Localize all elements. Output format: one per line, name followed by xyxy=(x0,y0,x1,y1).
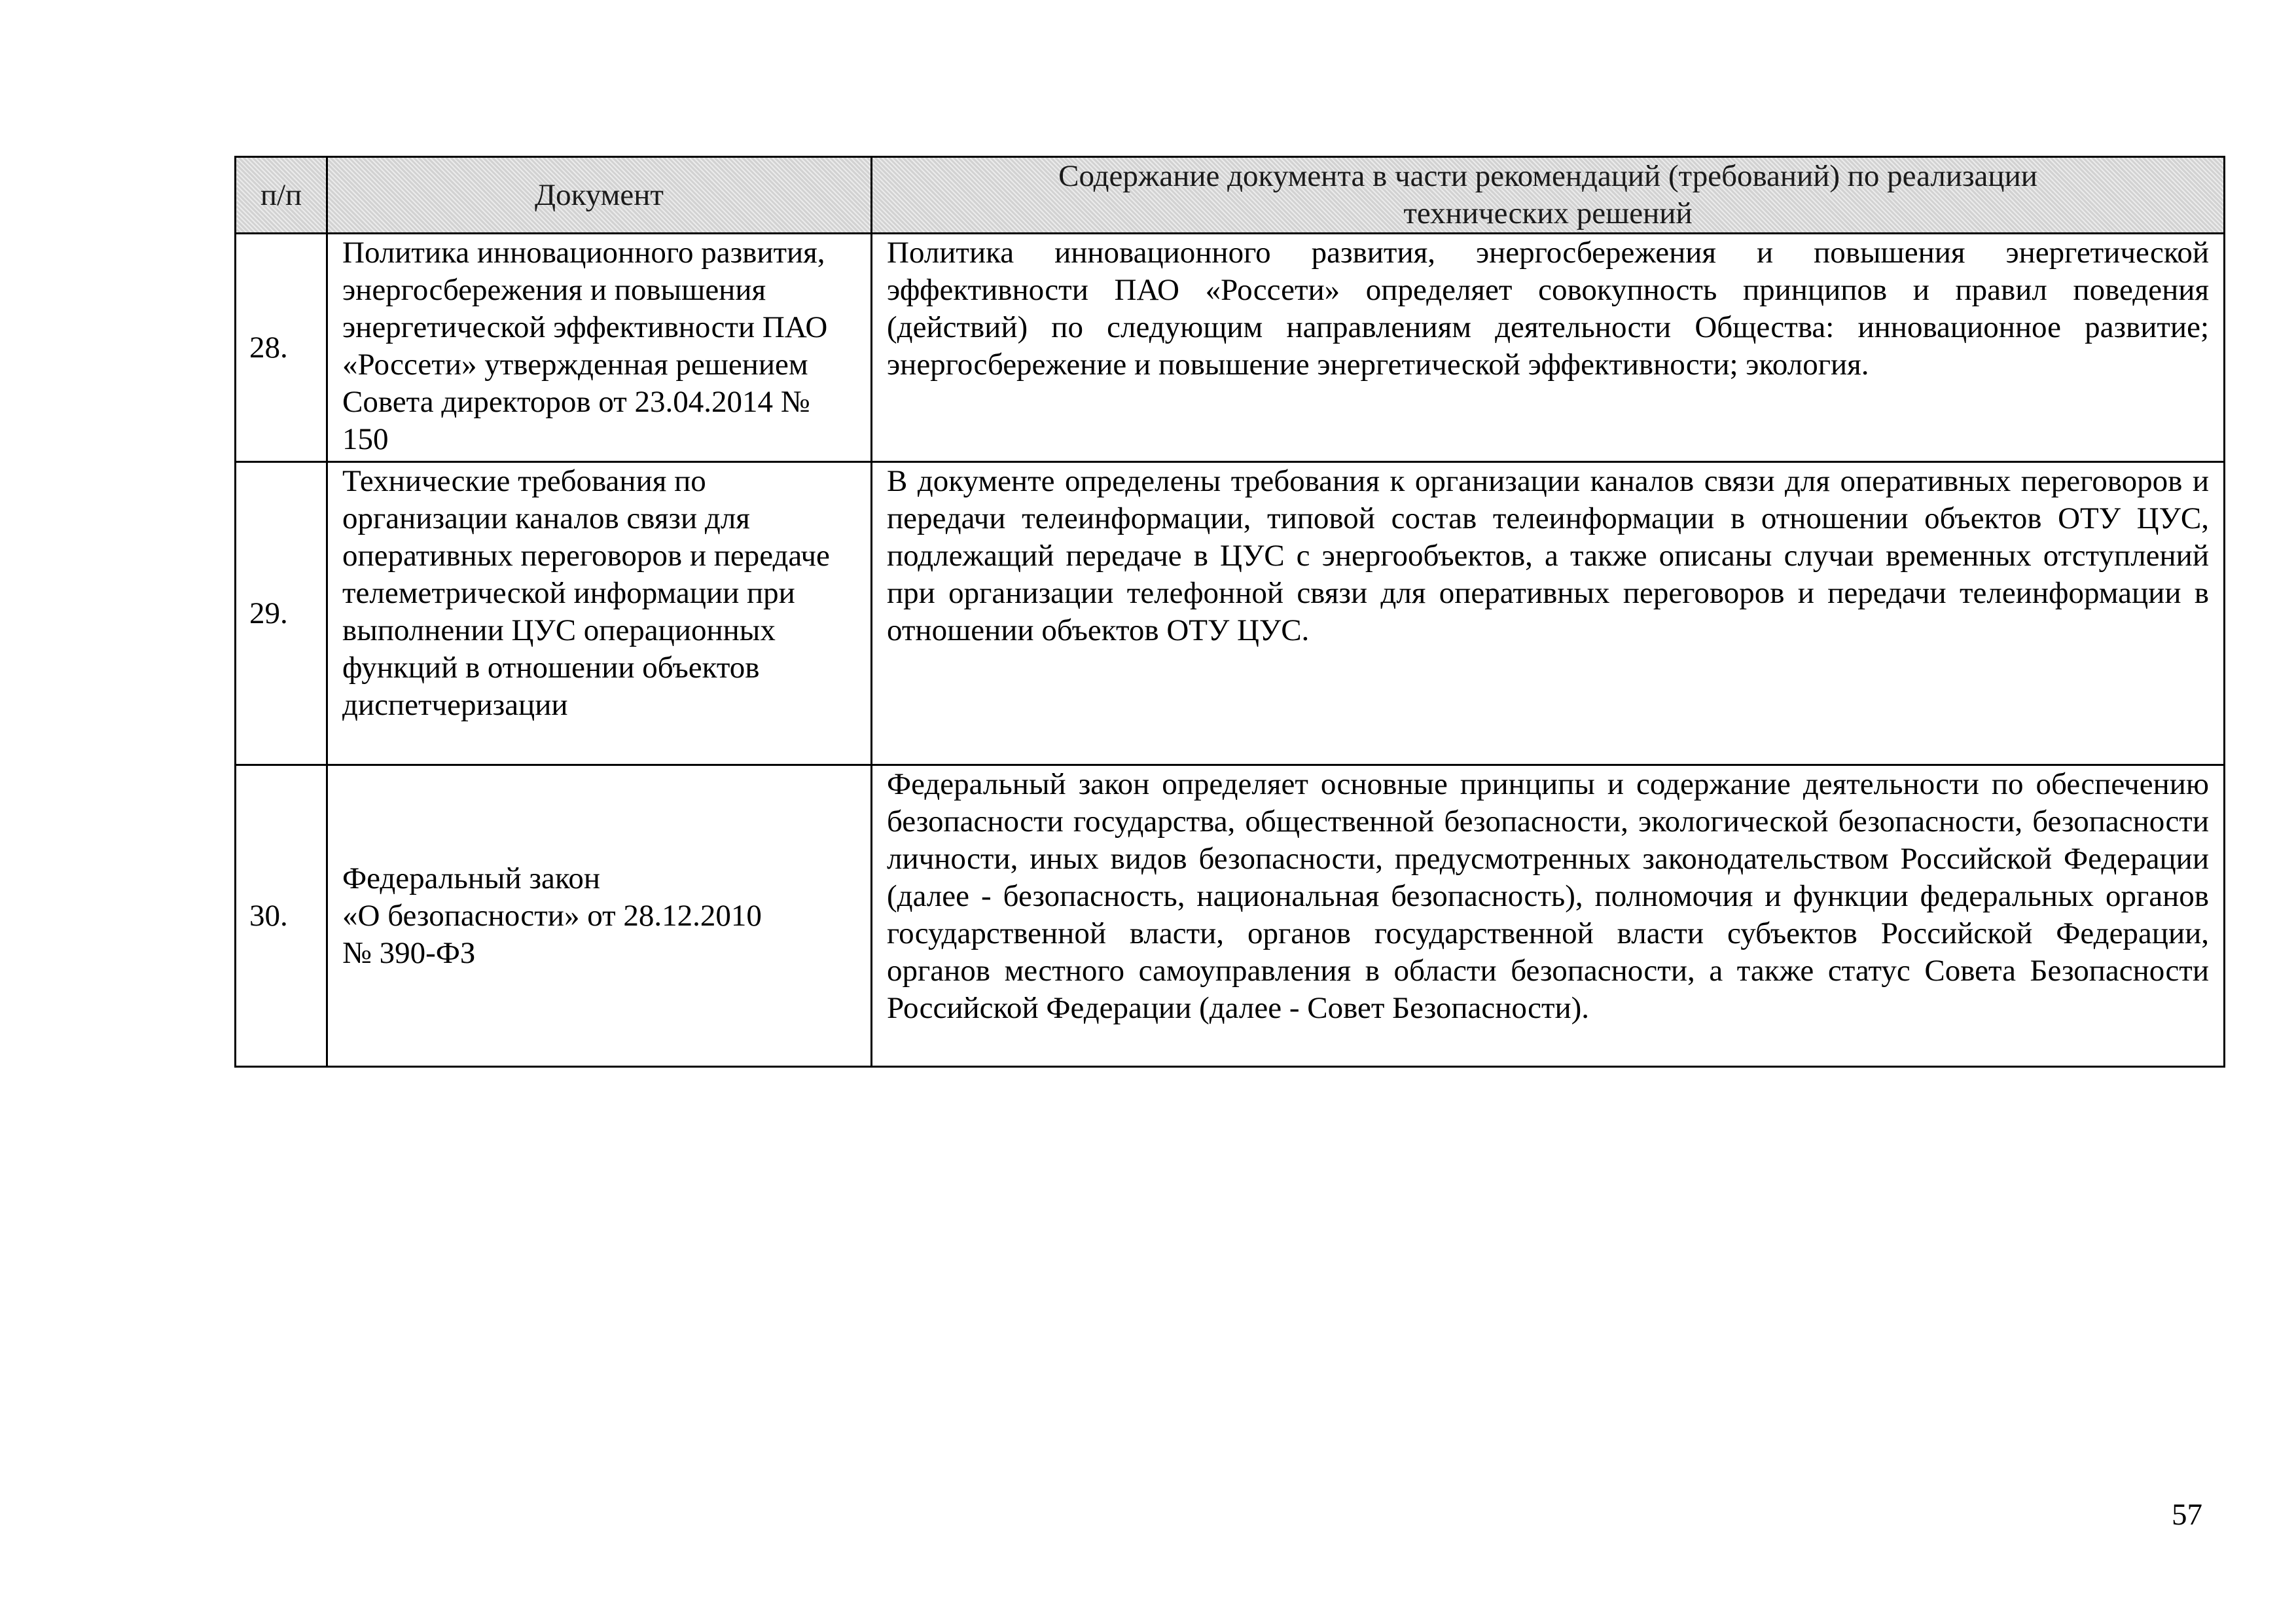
table-row xyxy=(236,462,2225,765)
row-document: Политика инновационного развития, энергосбережения и повышения энергетической эффективности ПАО «Россети» утвержденная решением Совета директоров от 23.04.2014 № 150 xyxy=(327,234,872,462)
page-number: 57 xyxy=(2172,1498,2202,1532)
table-header xyxy=(236,157,2225,234)
row-number: 30. xyxy=(236,765,327,1067)
row-document: Технические требования по организации каналов связи для оперативных переговоров и передаче телеметрической информации при выполнении ЦУС операционных функций в отношении объектов диспетчеризации xyxy=(327,462,872,765)
row-document xyxy=(327,765,872,1067)
row-content: В документе определены требования к организации каналов связи для оперативных переговоров и передачи телеинформации, типовой состав телеинформации в отношении объектов ОТУ ЦУС, подлежащий передаче в ЦУС с энергообъектов, а также описаны случаи временных отступлений при организации телефонной связи для оперативных переговоров и передачи телеинформации в отношении объектов ОТУ ЦУС. xyxy=(872,462,2225,765)
header-num: п/п xyxy=(236,157,327,234)
header-document: Документ xyxy=(327,157,872,234)
row-number: 29. xyxy=(236,462,327,765)
header-row xyxy=(236,157,2225,234)
document-table xyxy=(234,156,2225,1068)
row-number: 28. xyxy=(236,234,327,462)
row-document-line: № 390-ФЗ xyxy=(342,935,476,970)
table-row xyxy=(236,765,2225,1067)
table-row xyxy=(236,234,2225,462)
header-content: Содержание документа в части рекомендаций (требований) по реализации технических решений xyxy=(872,157,2225,234)
row-content: Федеральный закон определяет основные принципы и содержание деятельности по обеспечению безопасности государства, общественной безопасности, экологической безопасности, безопасности личности, иных видов безопасности, предусмотренных законодательством Российской Федерации (далее - безопасность, национальная безопасность), полномочия и функции федеральных органов государственной власти, органов государственной власти субъектов Российской Федерации, органов местного самоуправления в области безопасности, а также статус Совета Безопасности Российской Федерации (далее - Совет Безопасности). xyxy=(872,765,2225,1067)
row-document-line: Федеральный закон xyxy=(342,861,600,895)
table-body xyxy=(236,234,2225,1067)
row-content: Политика инновационного развития, энергосбережения и повышения энергетической эффективности ПАО «Россети» определяет совокупность принципов и правил поведения (действий) по следующим направлениям деятельности Общества: инновационное развитие; энергосбережение и повышение энергетической эффективности; экология. xyxy=(872,234,2225,462)
row-document-line: «О безопасности» от 28.12.2010 xyxy=(342,898,762,933)
